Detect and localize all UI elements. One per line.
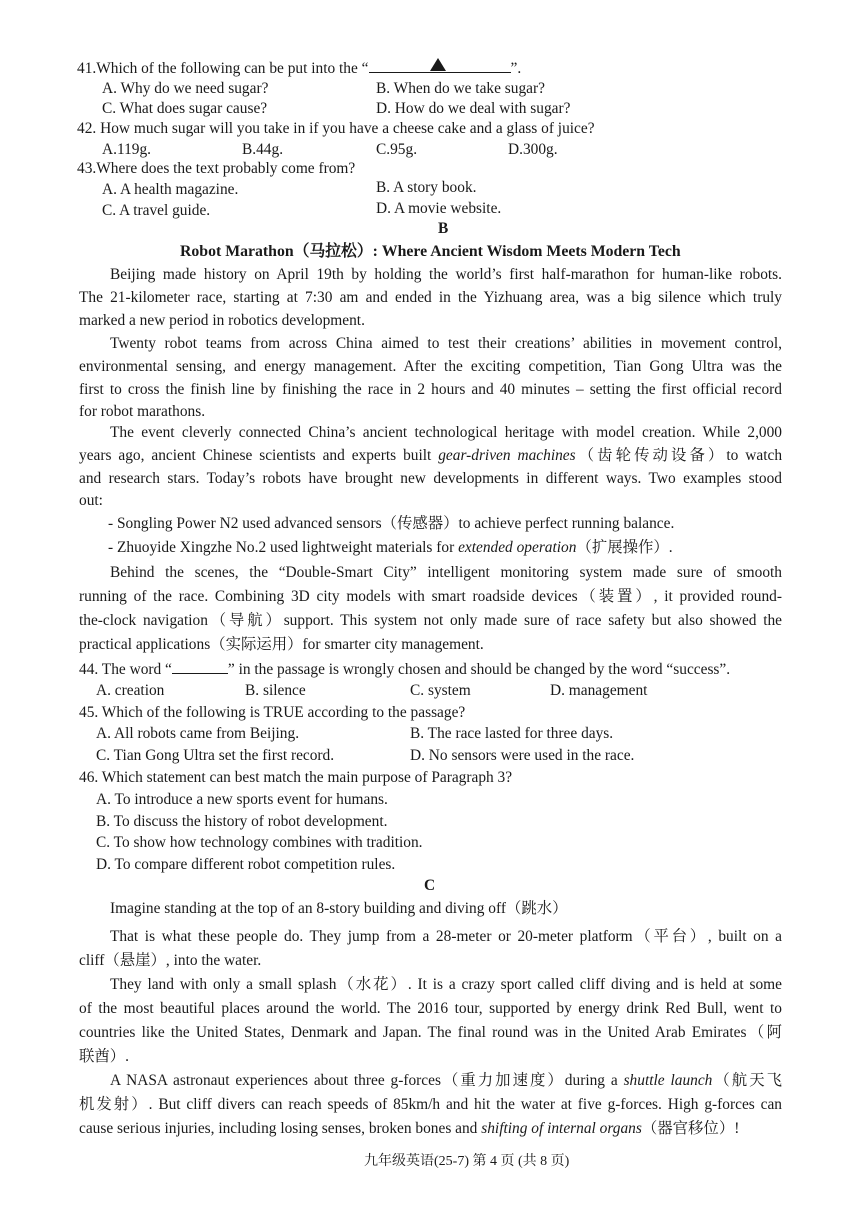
c-p4-line2: 机发射）. But cliff divers can reach speeds of 85km/h and hit the water at five g-forces. High g-forces can xyxy=(79,1096,782,1113)
question-41: 41.Which of the following can be put into the “ ”. xyxy=(77,60,522,77)
c-p2-line2: cliff（悬崖）, into the water. xyxy=(79,952,262,969)
b-p1-line2: The 21-kilometer race, starting at 7:30 am and ended in the Yizhuang area, was a big silence which truly xyxy=(79,289,782,306)
page-footer: 九年级英语(25-7) 第 4 页 (共 8 页) xyxy=(364,1154,570,1169)
question-46: 46. Which statement can best match the main purpose of Paragraph 3? xyxy=(79,769,513,786)
b-bullet-1: - Songling Power N2 used advanced sensors（传感器）to achieve perfect running balance. xyxy=(108,515,675,532)
b-p4-line1: Behind the scenes, the “Double-Smart City” intelligent monitoring system made sure of smooth xyxy=(110,564,782,581)
c-p1: Imagine standing at the top of an 8-story building and diving off（跳水） xyxy=(110,900,568,917)
q44-option-b: B. silence xyxy=(245,682,306,699)
q42-option-c: C.95g. xyxy=(376,141,418,158)
q45-option-a: A. All robots came from Beijing. xyxy=(96,725,300,742)
c-p4-line1: A NASA astronaut experiences about three g-forces（重力加速度）during a shuttle launch（航天飞 xyxy=(110,1072,782,1089)
c-p3-line2: of the most beautiful places around the world. The 2016 tour, supported by energy drink Red Bull, went to xyxy=(79,1000,782,1017)
answer-blank xyxy=(172,659,228,674)
q41-option-d: D. How do we deal with sugar? xyxy=(376,100,571,117)
b-p4-line3: the-clock navigation（导航）support. This system not only made sure of race safety but also showed the xyxy=(79,612,782,629)
q46-option-a: A. To introduce a new sports event for humans. xyxy=(96,791,388,808)
q42-option-a: A.119g. xyxy=(102,141,152,158)
triangle-marker-icon xyxy=(430,58,446,71)
q43-option-c: C. A travel guide. xyxy=(102,202,211,219)
b-p3-line4: out: xyxy=(79,492,103,509)
q44-option-a: A. creation xyxy=(96,682,165,699)
q45-option-c: C. Tian Gong Ultra set the first record. xyxy=(96,747,335,764)
question-42: 42. How much sugar will you take in if you have a cheese cake and a glass of juice? xyxy=(77,120,595,137)
q45-option-d: D. No sensors were used in the race. xyxy=(410,747,635,764)
c-p3-line3: countries like the United States, Denmark and Japan. The final round was in the United Arab Emirates（阿 xyxy=(79,1024,782,1041)
c-p2-line1: That is what these people do. They jump from a 28-meter or 20-meter platform（平台）, built on a xyxy=(110,928,782,945)
question-45: 45. Which of the following is TRUE according to the passage? xyxy=(79,704,466,721)
question-43: 43.Where does the text probably come from? xyxy=(77,160,356,177)
q45-option-b: B. The race lasted for three days. xyxy=(410,725,614,742)
c-p3-line1: They land with only a small splash（水花）. It is a crazy sport called cliff diving and is held at some xyxy=(110,976,782,993)
b-p2-line2: environmental sensing, and energy management. After the exciting competition, Tian Gong Ultra was the xyxy=(79,358,782,375)
b-bullet-2: - Zhuoyide Xingzhe No.2 used lightweight materials for extended operation（扩展操作）. xyxy=(108,539,673,556)
b-p3-line1: The event cleverly connected China’s ancient technological heritage with model creation. While 2,000 xyxy=(110,424,782,441)
q41-option-c: C. What does sugar cause? xyxy=(102,100,268,117)
q44-option-c: C. system xyxy=(410,682,471,699)
section-b-title: Robot Marathon（马拉松）: Where Ancient Wisdom Meets Modern Tech xyxy=(180,243,681,260)
b-p1-line3: marked a new period in robotics development. xyxy=(79,312,365,329)
q46-option-b: B. To discuss the history of robot development. xyxy=(96,813,388,830)
b-p4-line2: running of the race. Combining 3D city models with smart roadside devices（装置）, it provided round- xyxy=(79,588,782,605)
q46-option-c: C. To show how technology combines with tradition. xyxy=(96,834,423,851)
q42-option-d: D.300g. xyxy=(508,141,558,158)
q43-option-d: D. A movie website. xyxy=(376,200,502,217)
q43-option-a: A. A health magazine. xyxy=(102,181,239,198)
c-p4-line3: cause serious injuries, including losing senses, broken bones and shifting of internal organs（器官移位）! xyxy=(79,1120,740,1137)
section-c-letter: C xyxy=(424,877,436,894)
answer-blank xyxy=(369,58,511,73)
b-p3-line3: and research stars. Today’s robots have brought new developments in different ways. Two examples stood xyxy=(79,470,782,487)
question-44: 44. The word “ ” in the passage is wrongly chosen and should be changed by the word “success”. xyxy=(79,661,731,678)
q42-option-b: B.44g. xyxy=(242,141,284,158)
q41-option-b: B. When do we take sugar? xyxy=(376,80,545,97)
q44-option-d: D. management xyxy=(550,682,648,699)
b-p2-line1: Twenty robot teams from across China aimed to test their creations’ abilities in movement control, xyxy=(110,335,782,352)
b-p1-line1: Beijing made history on April 19th by holding the world’s first half-marathon for human-like robots. xyxy=(110,266,782,283)
b-p4-line4: practical applications（实际运用）for smarter city management. xyxy=(79,636,484,653)
q43-option-b: B. A story book. xyxy=(376,179,477,196)
q46-option-d: D. To compare different robot competition rules. xyxy=(96,856,396,873)
b-p2-line3: first to cross the finish line by finishing the race in 2 hours and 40 minutes – setting the first official record xyxy=(79,381,782,398)
b-p3-line2: years ago, ancient Chinese scientists and experts built gear-driven machines（齿轮传动设备）to watch xyxy=(79,447,783,464)
section-b-letter: B xyxy=(438,220,449,237)
q41-option-a: A. Why do we need sugar? xyxy=(102,80,269,97)
b-p2-line4: for robot marathons. xyxy=(79,403,206,420)
c-p3-line4: 联酋）. xyxy=(79,1048,130,1065)
